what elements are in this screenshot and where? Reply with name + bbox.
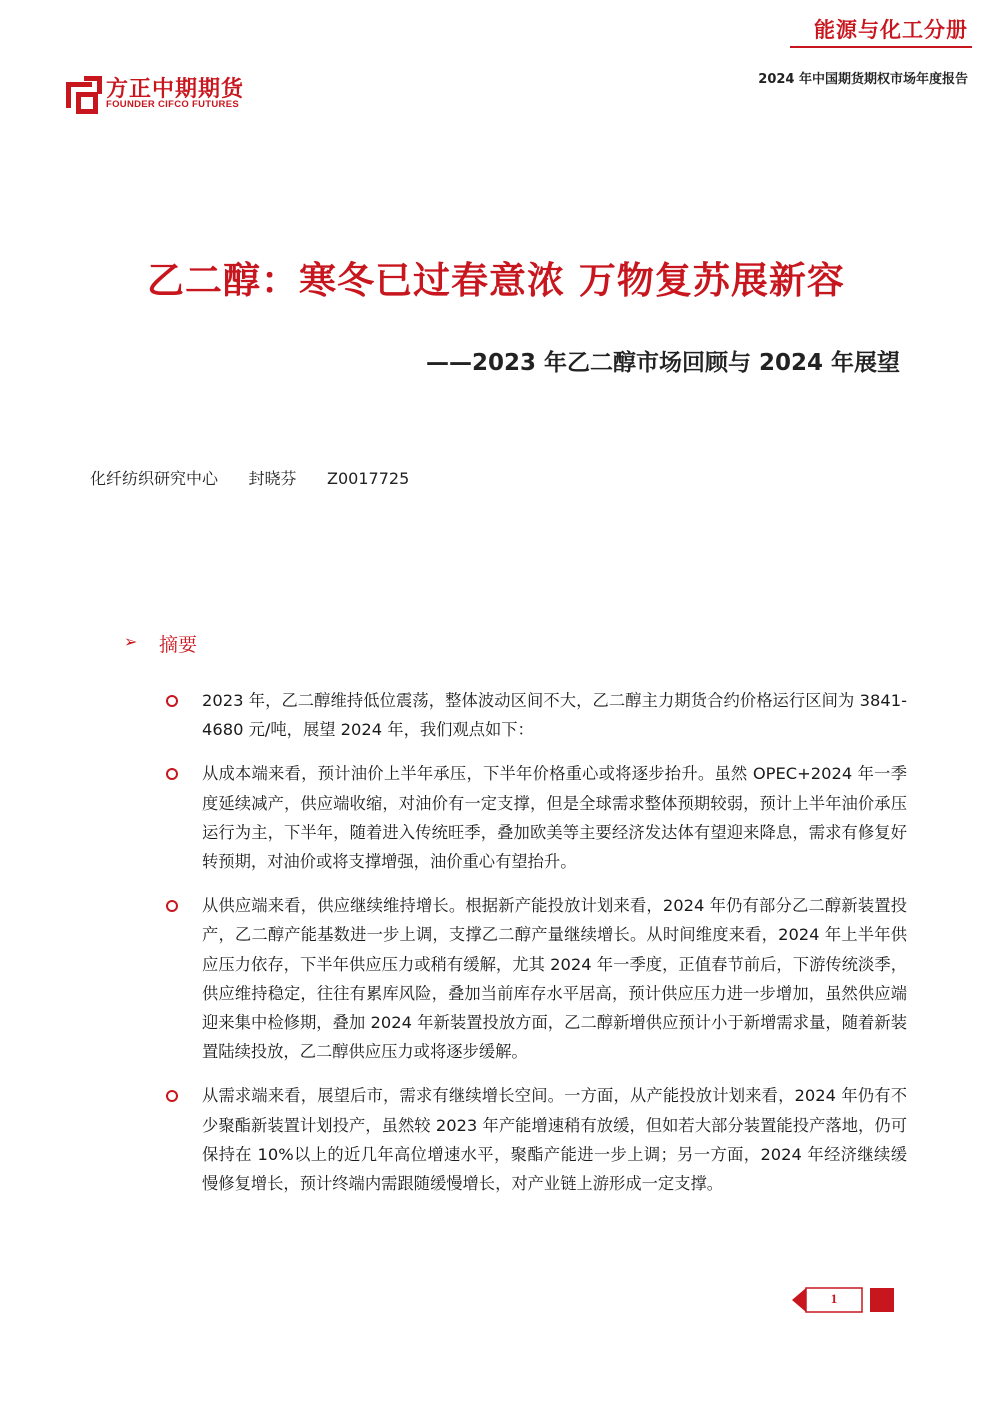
page-number: 1 <box>830 1291 838 1306</box>
report-name: 2024 年中国期货期权市场年度报告 <box>758 72 968 87</box>
circle-bullet-icon <box>166 768 178 780</box>
summary-paragraph: 2023 年，乙二醇维持低位震荡，整体波动区间不大，乙二醇主力期货合约价格运行区间为 3841-4680 元/吨，展望 2024 年，我们观点如下： <box>202 691 907 740</box>
list-item <box>165 1081 907 1198</box>
summary-paragraph: 从供应端来看，供应继续维持增长。根据新产能投放计划来看，2024 年仍有部分乙二醇新装置投产，乙二醇产能基数进一步上调，支撑乙二醇产量继续增长。从时间维度来看，2024 年上半年供应压力依存，下半年供应压力或稍有缓解，尤其 2024 年一季度，正值春节前后，下游传统淡季，供应维持稳定，往往有累库风险，叠加当前库存水平居高，预计供应压力进一步增加，虽然供应端迎来集中检修期，叠加 2024 年新装置投放方面，乙二醇新增供应预计小于新增需求量，随着新装置陆续投放，乙二醇供应压力或将逐步缓解。 <box>202 896 907 1062</box>
list-item <box>165 686 907 744</box>
arrow-icon: ➢ <box>124 632 138 651</box>
page-subtitle: ——2023 年乙二醇市场回顾与 2024 年展望 <box>425 350 900 376</box>
circle-bullet-icon <box>166 1090 178 1102</box>
summary-paragraph: 从需求端来看，展望后市，需求有继续增长空间。一方面，从产能投放计划来看，2024 年仍有不少聚酯新装置计划投产，虽然较 2023 年产能增速稍有放缓，但如若大部分装置能投产落地，仍可保持在 10%以上的近几年高位增速水平，聚酯产能进一步上调；另一方面，2024 年经济继续缓慢修复增长，预计终端内需跟随缓慢增长，对产业链上游形成一定支撑。 <box>202 1086 907 1194</box>
author-line: 化纤纺织研究中心 封晓芬 Z0017725 <box>90 469 410 488</box>
circle-bullet-icon <box>166 695 178 707</box>
logo-english-name: FOUNDER CIFCO FUTURES <box>106 99 239 110</box>
section-tag: 能源与化工分册 <box>814 18 968 42</box>
summary-heading: 摘要 <box>159 634 198 656</box>
circle-bullet-icon <box>166 900 178 912</box>
header-divider <box>790 46 972 48</box>
summary-list <box>165 686 907 1213</box>
page-title: 乙二醇：寒冬已过春意浓 万物复苏展新容 <box>147 259 845 302</box>
summary-paragraph: 从成本端来看，预计油价上半年承压，下半年价格重心或将逐步抬升。虽然 OPEC+2024 年一季度延续减产，供应端收缩，对油价有一定支撑，但是全球需求整体预期较弱，预计上半年油价承压运行为主，下半年，随着进入传统旺季，叠加欧美等主要经济发达体有望迎来降息，需求有修复好转预期，对油价或将支撑增强，油价重心有望抬升。 <box>202 764 907 872</box>
list-item <box>165 759 907 876</box>
logo-name: 方正中期期货 <box>106 77 245 102</box>
list-item <box>165 891 907 1066</box>
